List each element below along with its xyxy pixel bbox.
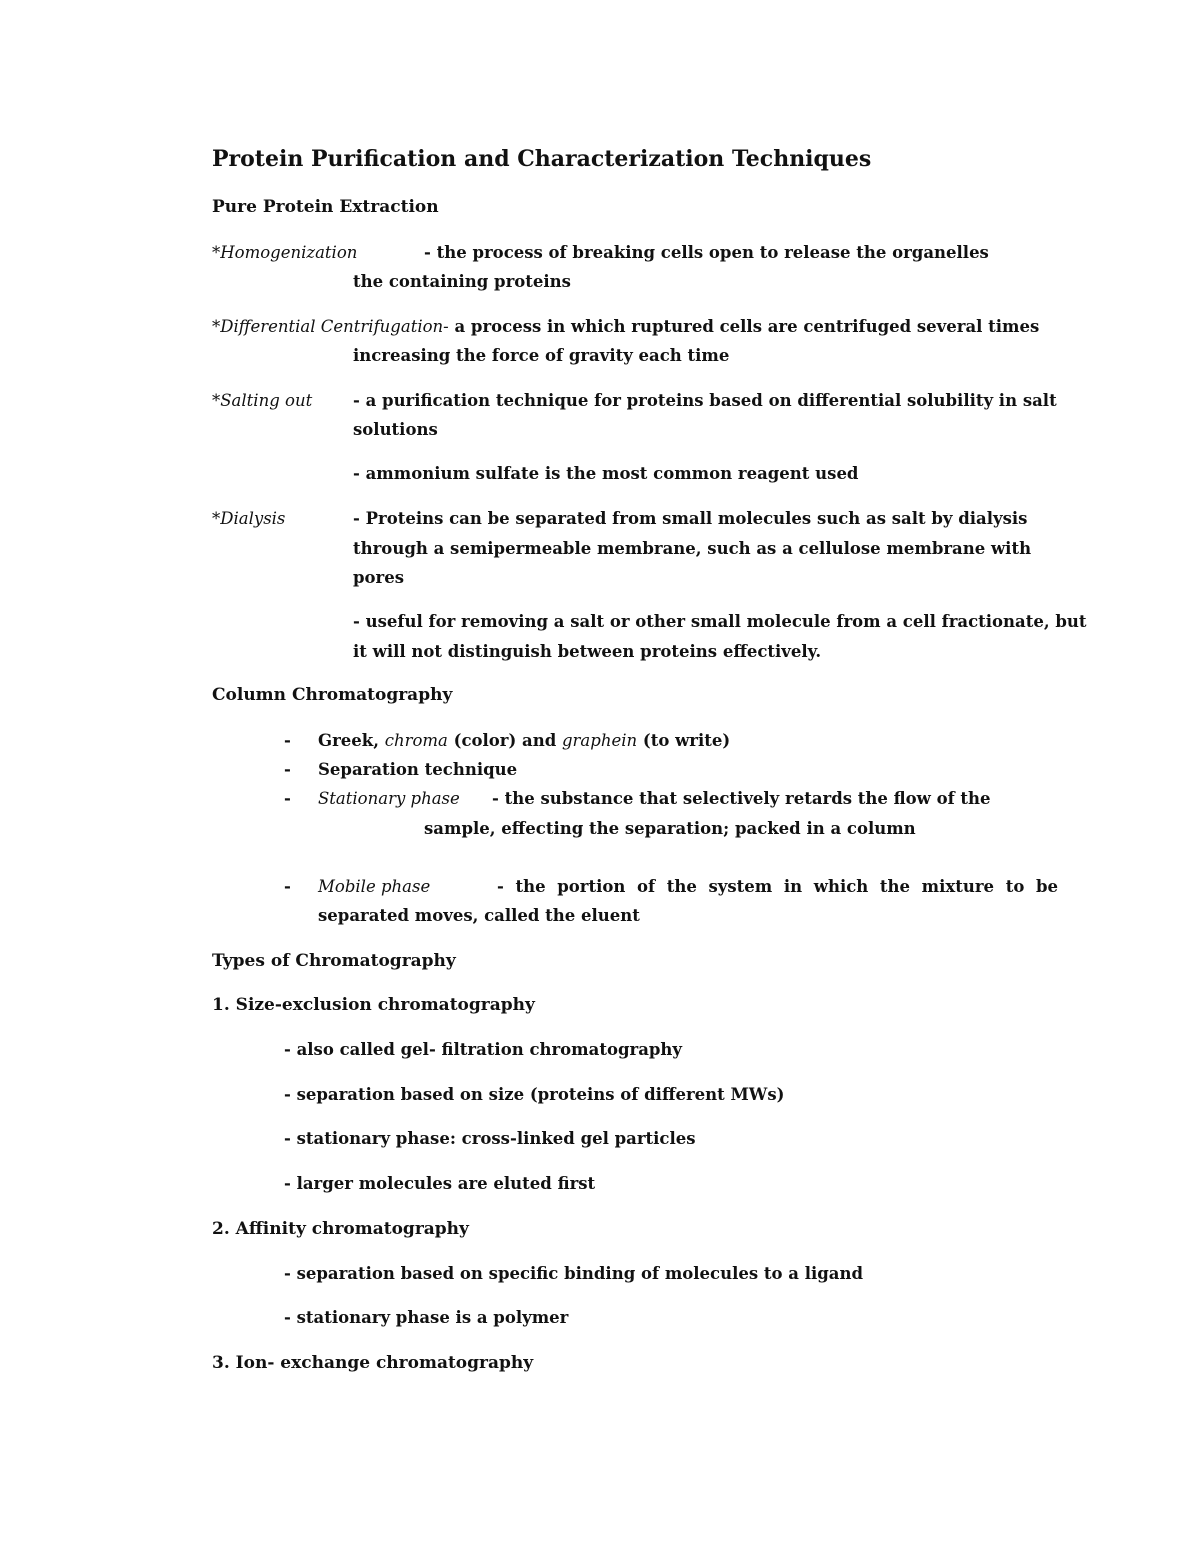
centrifugation-line-1 [212,316,1039,338]
greek-word-graphein: graphein [561,731,638,750]
note-dialysis-line-1: - useful for removing a salt or other small molecule from a cell fractionate, but [353,612,1087,631]
heading-affinity: 2. Affinity chromatography [212,1219,469,1239]
definition-centrifugation-line-2: increasing the force of gravity each time [353,346,730,365]
bullet-marker: - [284,760,291,779]
definition-homogenization-line-2: the containing proteins [353,272,571,291]
term-differential-centrifugation: *Differential Centrifugation- [212,317,449,336]
definition-stationary-line-1: - the substance that selectively retards the flow of the [492,789,991,808]
greek-prefix: Greek, [318,731,385,750]
size-exclusion-point: - stationary phase: cross-linked gel particles [284,1129,696,1148]
definition-mobile-line-2: separated moves, called the eluent [318,906,640,925]
note-salting-out: - ammonium sulfate is the most common reagent used [353,464,859,483]
size-exclusion-point: - also called gel- filtration chromatography [284,1040,683,1059]
definition-dialysis-line-1: - Proteins can be separated from small molecules such as salt by dialysis [353,509,1028,528]
term-stationary-phase: Stationary phase [318,789,460,808]
definition-dialysis-line-2: through a semipermeable membrane, such as a cellulose membrane with [353,539,1032,558]
affinity-point: - stationary phase is a polymer [284,1308,569,1327]
definition-dialysis-line-3: pores [353,568,405,587]
bullet-separation-technique: Separation technique [318,760,518,779]
page-title: Protein Purification and Characterization Techniques [212,146,872,172]
section-heading-extraction: Pure Protein Extraction [212,197,439,217]
greek-suffix: (to write) [637,731,731,750]
definition-homogenization-line-1: - the process of breaking cells open to release the organelles [424,243,989,262]
greek-color: (color) and [447,731,562,750]
term-dialysis: *Dialysis [212,509,286,528]
bullet-marker: - [284,789,291,808]
size-exclusion-point: - larger molecules are eluted first [284,1174,596,1193]
definition-salting-out-line-1: - a purification technique for proteins based on differential solubility in salt [353,391,1057,410]
bullet-marker: - [284,877,291,896]
section-heading-column-chromatography: Column Chromatography [212,685,453,705]
definition-mobile-line-1: - the portion of the system in which the mixture to be [497,877,1058,896]
bullet-greek-origin [318,730,730,752]
note-dialysis-line-2: it will not distinguish between proteins effectively. [353,642,822,661]
bullet-marker: - [284,731,291,750]
term-salting-out: *Salting out [212,391,313,410]
definition-stationary-line-2: sample, effecting the separation; packed in a column [424,819,916,838]
affinity-point: - separation based on specific binding of molecules to a ligand [284,1264,864,1283]
definition-centrifugation-line-1: a process in which ruptured cells are centrifuged several times [448,317,1040,336]
section-heading-types: Types of Chromatography [212,951,456,971]
heading-size-exclusion: 1. Size-exclusion chromatography [212,995,535,1015]
term-mobile-phase: Mobile phase [318,877,431,896]
heading-ion-exchange: 3. Ion- exchange chromatography [212,1353,534,1373]
size-exclusion-point: - separation based on size (proteins of different MWs) [284,1085,785,1104]
term-homogenization: *Homogenization [212,243,358,262]
definition-salting-out-line-2: solutions [353,420,438,439]
greek-word-chroma: chroma [384,731,448,750]
